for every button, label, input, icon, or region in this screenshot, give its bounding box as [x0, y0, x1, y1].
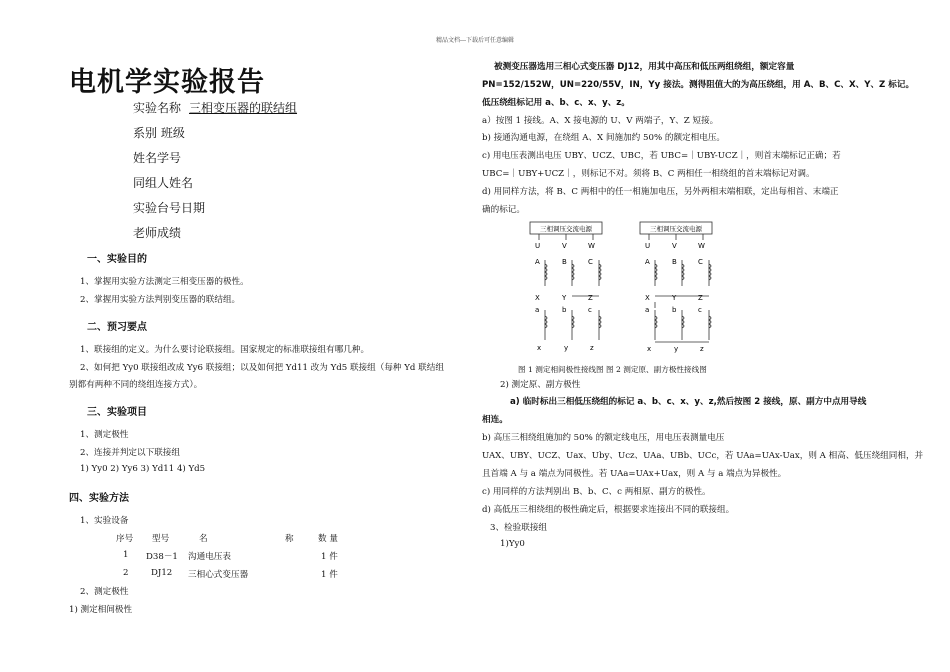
preview-item-2-cont: 别都有两种不同的绕组连接方式）。 [69, 380, 203, 390]
figure-1-diagram [530, 222, 602, 352]
section-method-heading: 四、实验方法 [69, 493, 129, 504]
table-row-2-name: 三相心式变压器 [188, 570, 249, 580]
svg-text:a: a [645, 306, 650, 314]
sub-section-2: 2) 测定原、副方极性 [500, 380, 581, 390]
sub-section-3-item: 1)Yy0 [500, 539, 525, 549]
fig1-source-label: 三相调压交流电源 [540, 225, 592, 233]
svg-text:Z: Z [698, 294, 703, 302]
svg-text:X: X [535, 294, 540, 302]
purpose-item-1: 1、掌握用实验方法测定三相变压器的极性。 [80, 277, 249, 287]
svg-text:x: x [647, 345, 652, 353]
svg-text:B: B [672, 258, 677, 266]
items-3: 1) Yy0 2) Yy6 3) Yd11 4) Yd5 [80, 464, 206, 474]
step-c-1: c) 用电压表测出电压 UBY、UCZ、UBC，若 UBC=｜UBY-UCZ｜，则首末端标记正确；若 [482, 151, 841, 161]
section-purpose-heading: 一、实验目的 [87, 254, 147, 265]
svg-text:a: a [535, 306, 540, 314]
wiring-diagrams [525, 220, 725, 358]
svg-text:B: B [562, 258, 567, 266]
table-header-name1: 名 [199, 534, 208, 544]
step-c-2: UBC=｜UBY+UCZ｜，则标记不对。须将 B、C 两相任一相绕组的首末端标记对调。 [482, 169, 815, 179]
step2-d: d) 高低压三相绕组的极性确定后，根据要求连接出不同的联接组。 [482, 505, 735, 515]
svg-text:b: b [562, 306, 567, 314]
method-polarity: 2、测定极性 [80, 587, 129, 597]
svg-text:y: y [564, 344, 569, 352]
step2-a-2: 相连。 [482, 415, 508, 425]
page-header: 精品文档---下载后可任意编辑 [435, 37, 515, 44]
info-experiment-name [133, 99, 297, 116]
table-row-1-name: 沟通电压表 [188, 552, 231, 562]
step-d-2: 确的标记。 [482, 205, 525, 215]
table-row-2-no: 2 [123, 568, 129, 578]
intro-line-1: 被测变压器选用三相心式变压器 DJ12，用其中高压和低压两组绕组，额定容量 [494, 62, 795, 72]
preview-item-2: 2、如何把 Yy0 联接组改成 Yy6 联接组；以及如何把 Yd11 改为 Yd5 联接组（每种 Yd 联结组 [80, 363, 444, 373]
svg-text:A: A [645, 258, 650, 266]
figure-caption: 图 1 测定相间极性接线图 图 2 测定原、副方极性接线图 [518, 365, 707, 374]
svg-text:Z: Z [588, 294, 593, 302]
svg-text:b: b [672, 306, 677, 314]
purpose-item-2: 2、掌握用实验方法判别变压器的联结组。 [80, 295, 241, 305]
step-d-1: d) 用同样方法，将 B、C 两相中的任一相施加电压，另外两相末端相联，定出每相首、末端正 [482, 187, 839, 197]
svg-text:x: x [537, 344, 542, 352]
table-header-name2: 称 [285, 534, 294, 544]
method-equipment: 1、实验设备 [80, 516, 129, 526]
info-bench-date: 实验台号日期 [133, 201, 206, 215]
intro-line-3: 低压绕组标记用 a、b、c、x、y、z。 [482, 98, 630, 108]
step2-c: c) 用同样的方法判别出 B、b、C、c 两相原、副方的极性。 [482, 487, 711, 497]
svg-text:Y: Y [672, 294, 677, 302]
svg-text:C: C [588, 258, 593, 266]
info-dept: 系别 班级 [133, 126, 185, 140]
table-row-2-model: DJ12 [151, 568, 173, 578]
method-phase-polarity: 1) 测定相间极性 [69, 605, 133, 615]
svg-text:V: V [672, 242, 677, 250]
table-row-1-no: 1 [123, 550, 129, 560]
table-header-no: 序号 [116, 534, 134, 544]
svg-text:c: c [588, 306, 592, 314]
step2-b-1: b) 高压三相绕组施加约 50% 的额定线电压，用电压表测量电压 [482, 433, 725, 443]
svg-text:V: V [562, 242, 567, 250]
step-b: b) 接通沟通电源，在绕组 A、X 间施加约 50% 的额定相电压。 [482, 133, 726, 143]
table-row-1-model: D38－1 [146, 552, 178, 562]
items-1: 1、测定极性 [80, 430, 129, 440]
intro-line-2: PN=152/152W，UN=220/55V，IN，Yy 接法。测得阻值大的为高压绕组，用 A、B、C、X、Y、Z 标记。 [482, 80, 915, 90]
step2-b-2: UAX、UBY、UCZ、Uax、Uby、Ucz、UAa、UBb、UCc，若 UAa=UAx-Uax，则 A 相高、低压绕组同相，并 [482, 451, 924, 461]
section-preview-heading: 二、预习要点 [87, 322, 147, 333]
table-row-1-qty: 1 件 [321, 552, 338, 562]
table-row-2-qty: 1 件 [321, 570, 338, 580]
step-a: a）按图 1 接线。A、X 接电源的 U、V 两端子，Y、Z 短接。 [482, 116, 719, 126]
svg-text:W: W [698, 242, 705, 250]
report-title: 电机学实验报告 [69, 67, 265, 98]
sub-section-3: 3、检验联接组 [490, 523, 548, 533]
figure-2-diagram [640, 222, 712, 353]
svg-text:U: U [535, 242, 541, 250]
svg-text:U: U [645, 242, 651, 250]
section-items-heading: 三、实验项目 [87, 407, 147, 418]
svg-text:Y: Y [562, 294, 567, 302]
svg-text:A: A [535, 258, 540, 266]
experiment-name-label: 实验名称 [133, 101, 182, 115]
experiment-name-value: 三相变压器的联结组 [189, 101, 298, 115]
table-header-qty: 数 量 [318, 534, 338, 544]
svg-text:X: X [645, 294, 650, 302]
step2-b-3: 且首端 A 与 a 端点为同极性。若 UAa=UAx+Uax，则 A 与 a 端点为异极性。 [482, 469, 787, 479]
svg-text:z: z [700, 345, 704, 353]
step2-a-1: a) 临时标出三相低压绕组的标记 a、b、c、x、y、z,然后按图 2 接线，原、副方中点用导线 [510, 397, 867, 407]
svg-text:C: C [698, 258, 703, 266]
info-partner: 同组人姓名 [133, 176, 194, 190]
svg-text:y: y [674, 345, 679, 353]
svg-text:W: W [588, 242, 595, 250]
info-grade: 老师成绩 [133, 226, 182, 240]
preview-item-1: 1、联接组的定义。为什么要讨论联接组。国家规定的标准联接组有哪几种。 [80, 345, 370, 355]
svg-text:c: c [698, 306, 702, 314]
fig2-source-label: 三相调压交流电源 [650, 225, 702, 233]
table-header-model: 型号 [152, 534, 170, 544]
items-2: 2、连接并判定以下联接组 [80, 448, 180, 458]
svg-text:z: z [590, 344, 594, 352]
info-name: 姓名学号 [133, 151, 182, 165]
